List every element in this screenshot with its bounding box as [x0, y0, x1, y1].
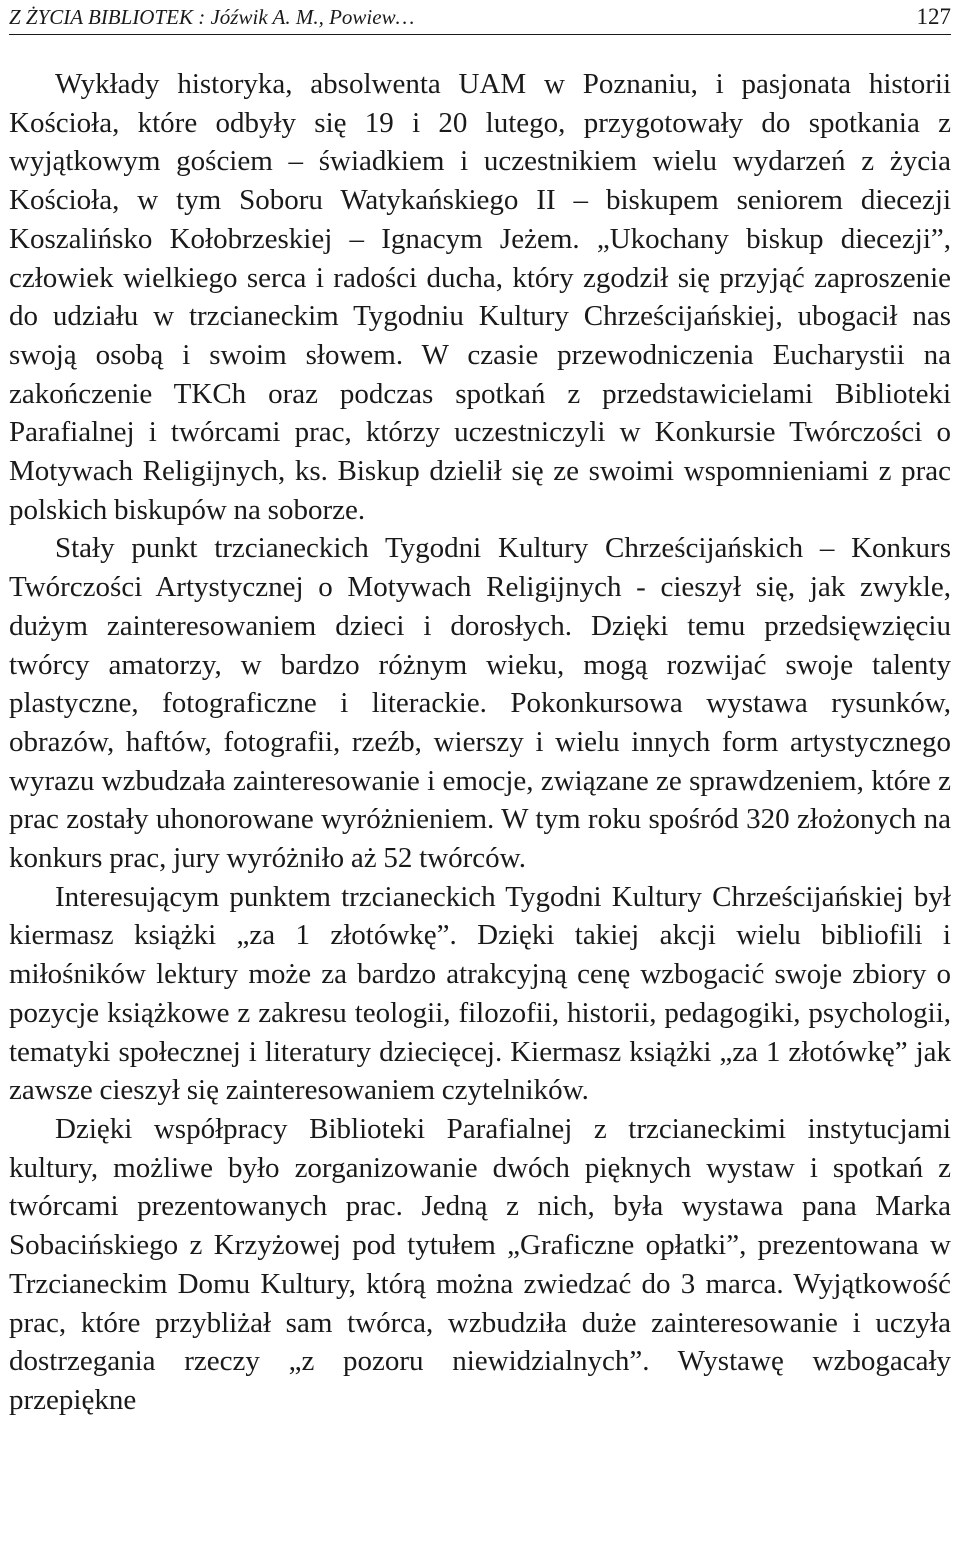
paragraph: Interesującym punktem trzcianeckich Tygodni Kultury Chrześcijańskiej był kiermasz książki „za 1 złotówkę”. Dzięki takiej akcji wielu bibliofili i miłośników lektury może za bardzo atrakcyjną cenę wzbogacić swoje zbiory o pozycje książkowe z zakresu teologii, filozofii, historii, pedagogiki, psychologii, tematyki społecznej i literatury dziecięcej. Kiermasz książki „za 1 złotówkę” jak zawsze cieszył się zainteresowaniem czytelników. [9, 880, 951, 1107]
page-number: 127 [916, 4, 951, 29]
paragraph: Wykłady historyka, absolwenta UAM w Poznaniu, i pasjonata historii Kościoła, które odbyły się 19 i 20 lutego, przygotowały do spotkania z wyjątkowym gościem – świadkiem i uczestnikiem wielu wydarzeń z życia Kościoła, w tym Soboru Watykańskiego II – biskupem seniorem diecezji Koszalińsko Kołobrzeskiej – Ignacym Jeżem. „Ukochany biskup diecezji”, człowiek wielkiego serca i radości ducha, który zgodził się przyjąć zaproszenie do udziału w trzcianeckim Tygodniu Kultury Chrześcijańskiej, ubogacił nas swoją osobą i swoim słowem. W czasie przewodniczenia Eucharystii na zakończenie TKCh oraz podczas spotkań z przedstawicielami Biblioteki Parafialnej i twórcami prac, którzy uczestniczyli w Konkursie Twórczości o Motywach Religijnych, ks. Biskup dzielił się ze swoimi wspomnieniami z prac polskich biskupów na soborze. [9, 68, 951, 526]
paragraph: Dzięki współpracy Biblioteki Parafialnej z trzcianeckimi instytucjami kultury, możliwe było zorganizowanie dwóch pięknych wystaw i spotkań z twórcami prezentowanych prac. Jedną z nich, była wystawa pana Marka Sobacińskiego z Krzyżowej pod tytułem „Graficzne opłatki”, prezentowana w Trzcianeckim Domu Kultury, którą można zwiedzać do 3 marca. Wyjątkowość prac, które przybliżał sam twórca, wzbudziła duże zainteresowanie i uczyła dostrzegania rzeczy „z pozoru niewidzialnych”. Wystawę wzbogacały przepiękne [9, 1112, 951, 1416]
paragraph: Stały punkt trzcianeckich Tygodni Kultury Chrześcijańskich – Konkurs Twórczości Artystycznej o Motywach Religijnych - cieszył się, jak zwykle, dużym zainteresowaniem dzieci i dorosłych. Dzięki temu przedsięwzięciu twórcy amatorzy, w bardzo różnym wieku, mogą rozwijać swoje talenty plastyczne, fotograficzne i literackie. Pokonkursowa wystawa rysunków, obrazów, haftów, fotografii, rzeźb, wierszy i wielu innych form artystycznego wyrazu wzbudzała zainteresowanie i emocje, związane ze sprawdzeniem, które z prac zostały uhonorowane wyróżnieniem. W tym roku spośród 320 złożonych na konkurs prac, jury wyróżniło aż 52 twórców. [9, 532, 951, 875]
running-header-title: Z ŻYCIA BIBLIOTEK : Jóźwik A. M., Powiew… [9, 5, 415, 29]
body-text [9, 35, 951, 1420]
running-header [9, 0, 951, 35]
